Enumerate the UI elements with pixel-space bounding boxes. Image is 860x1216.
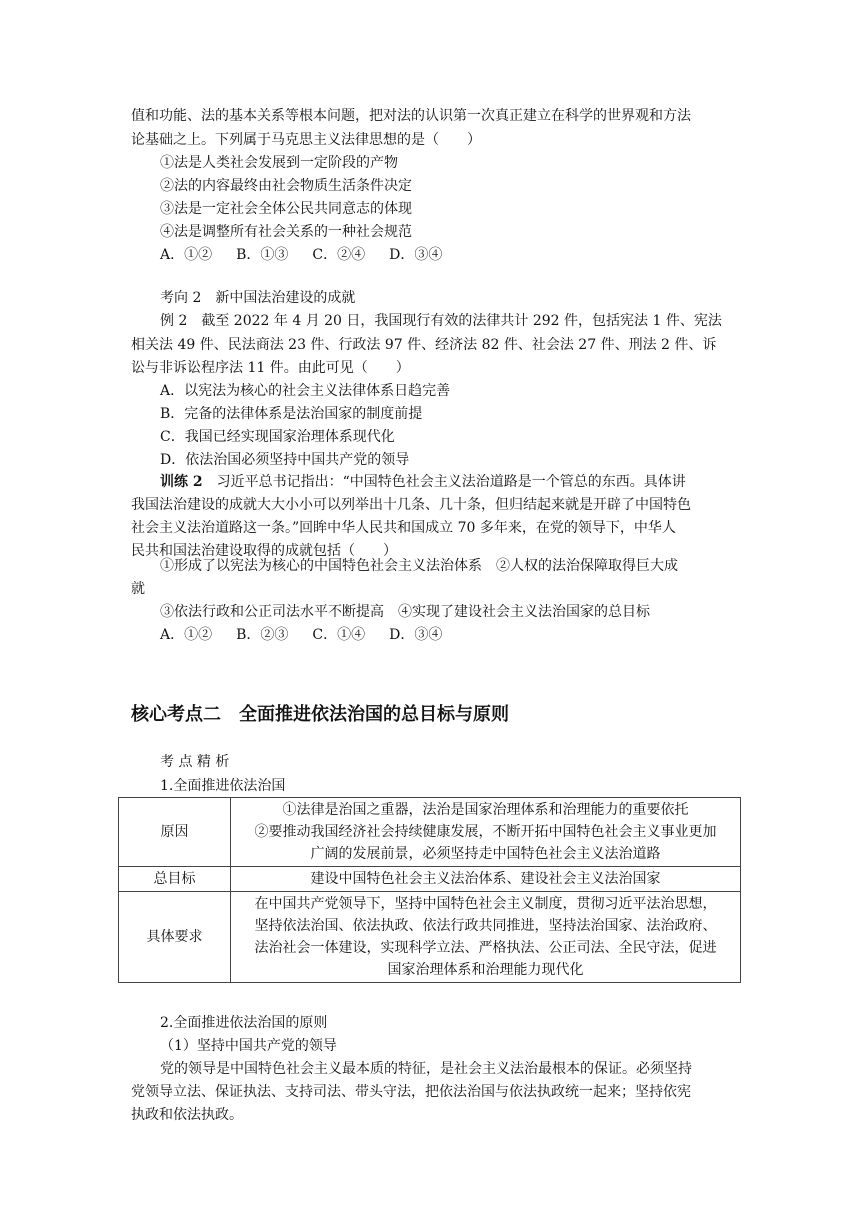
q1-item: ①法是人类社会发展到一定阶段的产物 bbox=[160, 155, 398, 171]
row-value-line: 在中国共产党领导下，坚持中国特色社会主义制度，贯彻习近平法治思想， bbox=[254, 896, 717, 912]
training-2-item-line: ③依法行政和公正司法水平不断提高 ④实现了建设社会主义法治国家的总目标 bbox=[160, 604, 650, 620]
example-2-option: C．我国已经实现国家治理体系现代化 bbox=[160, 429, 395, 445]
principle-1-title: （1）坚持中国共产党的领导 bbox=[160, 1038, 337, 1054]
example-2-line: 相关法 49 件、民法商法 23 件、行政法 97 件、经济法 82 件、社会法 27 件、刑法 2 件、诉 bbox=[131, 337, 717, 353]
q1-options bbox=[160, 245, 466, 265]
row-value bbox=[231, 798, 741, 867]
row-value-line: 法治社会一体建设，实现科学立法、严格执法、公正司法、全民守法，促进 bbox=[254, 940, 717, 956]
intro-line-2: 论基础之上。下列属于马克思主义法律思想的是（ ） bbox=[131, 132, 481, 148]
example-2-line: 例 2 截至 2022 年 4 月 20 日，我国现行有效的法律共计 292 件，包括宪法 1 件、宪法 bbox=[160, 313, 722, 329]
principle-1-text: 党的领导是中国特色社会主义最本质的特征，是社会主义法治最根本的保证。必须坚持 bbox=[160, 1061, 692, 1077]
option-c: C．②④ bbox=[312, 247, 366, 263]
training-2-line: 社会主义法治道路这一条。”回眸中华人民共和国成立 70 多年来，在党的领导下，中华人 bbox=[131, 520, 676, 536]
subsection-1-title: 1.全面推进依法治国 bbox=[160, 778, 286, 794]
training-2-line: 我国法治建设的成就大大小小可以列举出十几条、几十条，但归结起来就是开辟了中国特色 bbox=[131, 497, 691, 513]
subsection-2-title: 2.全面推进依法治国的原则 bbox=[160, 1015, 328, 1031]
option-d: D．③④ bbox=[389, 247, 443, 263]
q1-item: ②法的内容最终由社会物质生活条件决定 bbox=[160, 178, 412, 194]
direction-2-label: 考向 2 新中国法治建设的成就 bbox=[160, 290, 356, 306]
training-2-line: 民共和国法治建设取得的成就包括（ ） bbox=[131, 543, 397, 559]
table-row bbox=[119, 892, 741, 983]
row-value bbox=[231, 892, 741, 983]
row-value-line: 建设中国特色社会主义法治体系、建设社会主义法治国家 bbox=[310, 871, 661, 887]
row-key: 具体要求 bbox=[119, 892, 231, 983]
example-2-option: B．完备的法律体系是法治国家的制度前提 bbox=[160, 406, 423, 422]
intro-line-1: 值和功能、法的基本关系等根本问题，把对法的认识第一次真正建立在科学的世界观和方法 bbox=[131, 108, 691, 124]
training-2-text: 习近平总书记指出：“中国特色社会主义法治道路是一个管总的东西。具体讲 bbox=[202, 474, 686, 490]
example-2-line: 讼与非诉讼程序法 11 件。由此可见（ ） bbox=[131, 360, 410, 376]
row-value bbox=[231, 867, 741, 892]
row-value-line: ①法律是治国之重器，法治是国家治理体系和治理能力的重要依托 bbox=[282, 802, 689, 818]
example-2-option: D．依法治国必须坚持中国共产党的领导 bbox=[160, 452, 410, 468]
training-2-line-1 bbox=[160, 472, 686, 492]
option-b: B．②③ bbox=[236, 627, 289, 643]
section-title: 全面推进依法治国的总目标与原则 bbox=[239, 704, 509, 725]
option-d: D．③④ bbox=[389, 627, 443, 643]
summary-table bbox=[118, 797, 741, 983]
training-2-item-line: ①形成了以宪法为核心的中国特色社会主义法治体系 ②人权的法治保障取得巨大成 bbox=[160, 558, 678, 574]
principle-1-text: 执政和依法执政。 bbox=[131, 1107, 243, 1123]
q1-item: ③法是一定社会全体公民共同意志的体现 bbox=[160, 201, 412, 217]
row-key: 原因 bbox=[119, 798, 231, 867]
row-value-line: 坚持依法治国、依法执政、依法行政共同推进，坚持法治国家、法治政府、 bbox=[254, 918, 717, 934]
row-value-line: ②要推动我国经济社会持续健康发展，不断开拓中国特色社会主义事业更加 bbox=[254, 824, 717, 840]
option-a: A．①② bbox=[160, 247, 213, 263]
table-row bbox=[119, 798, 741, 867]
training-2-item-line: 就 bbox=[131, 581, 145, 597]
option-b: B．①③ bbox=[236, 247, 289, 263]
row-value-line: 广阔的发展前景，必须坚持走中国特色社会主义法治道路 bbox=[310, 846, 661, 862]
training-2-label: 训练 2 bbox=[160, 474, 203, 490]
principle-1-text: 党领导立法、保证执法、支持司法、带头守法，把依法治国与依法执政统一起来；坚持依宪 bbox=[131, 1084, 691, 1100]
training-2-options bbox=[160, 625, 466, 645]
row-key: 总目标 bbox=[119, 867, 231, 892]
example-2-option: A．以宪法为核心的社会主义法律体系日趋完善 bbox=[160, 383, 451, 399]
option-a: A．①② bbox=[160, 627, 213, 643]
section-heading bbox=[131, 700, 509, 726]
table-row bbox=[119, 867, 741, 892]
q1-item: ④法是调整所有社会关系的一种社会规范 bbox=[160, 224, 412, 240]
section-title-prefix: 核心考点二 bbox=[131, 704, 221, 725]
row-value-line: 国家治理体系和治理能力现代化 bbox=[387, 962, 584, 978]
option-c: C．①④ bbox=[312, 627, 366, 643]
analysis-label: 考 点 精 析 bbox=[160, 754, 230, 770]
